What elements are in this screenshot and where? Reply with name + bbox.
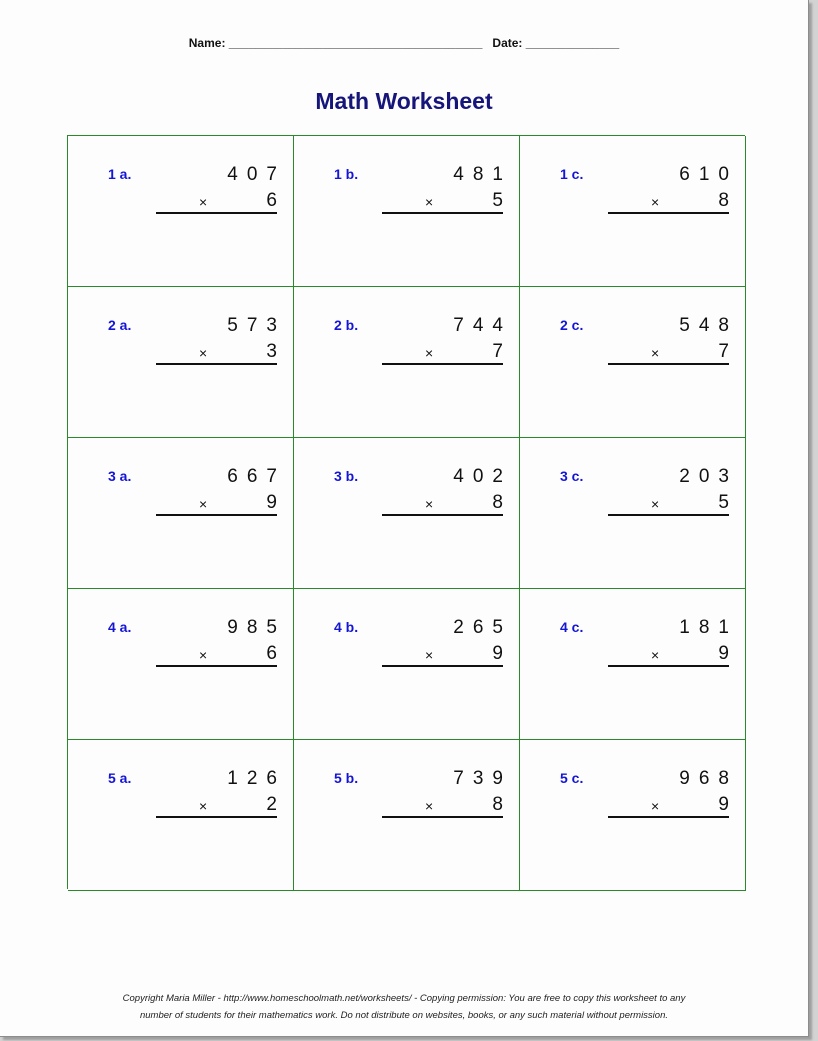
times-sign: × <box>199 647 208 663</box>
multiplier: 7 <box>718 341 729 362</box>
multiplicand: 667 <box>227 466 286 487</box>
problem-label: 4 b. <box>334 619 359 635</box>
times-sign: × <box>651 345 660 361</box>
multiplier-row <box>382 794 503 818</box>
problem-cell <box>68 438 294 589</box>
multiplier-row <box>156 492 277 516</box>
problem-cell <box>68 287 294 438</box>
multiplier-row <box>382 492 503 516</box>
problem-label: 1 a. <box>108 166 132 182</box>
multiplicand: 610 <box>679 164 738 185</box>
multiplicand: 481 <box>453 164 512 185</box>
problem-grid <box>67 135 745 889</box>
multiplier: 9 <box>266 492 277 513</box>
multiplier-row <box>608 492 729 516</box>
multiplier: 6 <box>266 643 277 664</box>
multiplier: 8 <box>492 794 503 815</box>
multiplier: 8 <box>718 190 729 211</box>
times-sign: × <box>425 345 434 361</box>
multiplicand: 181 <box>679 617 738 638</box>
date-label: Date: <box>492 36 523 50</box>
problem-cell <box>294 740 520 891</box>
multiplier-row <box>382 341 503 365</box>
multiplicand: 402 <box>453 466 512 487</box>
times-sign: × <box>425 647 434 663</box>
problem-label: 3 c. <box>560 468 584 484</box>
multiplier-row <box>156 643 277 667</box>
problem-cell <box>520 136 746 287</box>
multiplicand: 968 <box>679 768 738 789</box>
multiplier-row <box>156 794 277 818</box>
times-sign: × <box>651 798 660 814</box>
times-sign: × <box>199 798 208 814</box>
name-date-header <box>0 36 808 50</box>
problem-cell <box>68 136 294 287</box>
times-sign: × <box>651 194 660 210</box>
footer-line-2: number of students for their mathematics work. Do not distribute on websites, books, or any such material without permission. <box>139 1010 668 1021</box>
problem-cell <box>68 589 294 740</box>
problem-label: 4 c. <box>560 619 584 635</box>
problem-label: 2 a. <box>108 317 132 333</box>
times-sign: × <box>199 496 208 512</box>
multiplier: 5 <box>492 190 503 211</box>
times-sign: × <box>425 496 434 512</box>
problem-label: 5 a. <box>108 770 132 786</box>
problem-label: 2 b. <box>334 317 359 333</box>
problem-label: 5 c. <box>560 770 584 786</box>
multiplier-row <box>382 643 503 667</box>
problem-cell <box>520 589 746 740</box>
times-sign: × <box>199 194 208 210</box>
problem-label: 2 c. <box>560 317 584 333</box>
multiplier-row <box>156 190 277 214</box>
problem-cell <box>520 740 746 891</box>
problem-cell <box>294 287 520 438</box>
times-sign: × <box>651 647 660 663</box>
multiplier: 9 <box>718 643 729 664</box>
multiplicand: 407 <box>227 164 286 185</box>
times-sign: × <box>199 345 208 361</box>
multiplicand: 126 <box>227 768 286 789</box>
problem-label: 3 b. <box>334 468 359 484</box>
multiplicand: 985 <box>227 617 286 638</box>
name-blank: ______________________________________ <box>228 36 483 50</box>
problem-label: 1 b. <box>334 166 359 182</box>
problem-cell <box>294 136 520 287</box>
times-sign: × <box>425 194 434 210</box>
problem-cell <box>294 589 520 740</box>
multiplier-row <box>608 190 729 214</box>
name-label: Name: <box>188 36 226 50</box>
multiplicand: 548 <box>679 315 738 336</box>
multiplicand: 573 <box>227 315 286 336</box>
multiplier: 5 <box>718 492 729 513</box>
problem-cell <box>520 287 746 438</box>
problem-cell <box>520 438 746 589</box>
footer-line-1: Copyright Maria Miller - http://www.homeschoolmath.net/worksheets/ - Copying permission: You are free to copy this worksheet to any <box>122 993 686 1004</box>
problem-label: 1 c. <box>560 166 584 182</box>
problem-label: 3 a. <box>108 468 132 484</box>
multiplicand: 203 <box>679 466 738 487</box>
multiplier: 9 <box>718 794 729 815</box>
multiplier: 3 <box>266 341 277 362</box>
problem-cell <box>68 740 294 891</box>
multiplicand: 739 <box>453 768 512 789</box>
multiplicand: 744 <box>453 315 512 336</box>
problem-label: 4 a. <box>108 619 132 635</box>
multiplier-row <box>608 794 729 818</box>
times-sign: × <box>651 496 660 512</box>
copyright-footer <box>0 990 808 1024</box>
multiplier-row <box>608 643 729 667</box>
multiplier-row <box>156 341 277 365</box>
multiplicand: 265 <box>453 617 512 638</box>
multiplier-row <box>382 190 503 214</box>
problem-cell <box>294 438 520 589</box>
problem-label: 5 b. <box>334 770 359 786</box>
multiplier: 9 <box>492 643 503 664</box>
multiplier: 2 <box>266 794 277 815</box>
multiplier: 6 <box>266 190 277 211</box>
multiplier-row <box>608 341 729 365</box>
times-sign: × <box>425 798 434 814</box>
multiplier: 7 <box>492 341 503 362</box>
date-blank: ______________ <box>525 36 620 50</box>
multiplier: 8 <box>492 492 503 513</box>
page-title: Math Worksheet <box>315 88 493 114</box>
